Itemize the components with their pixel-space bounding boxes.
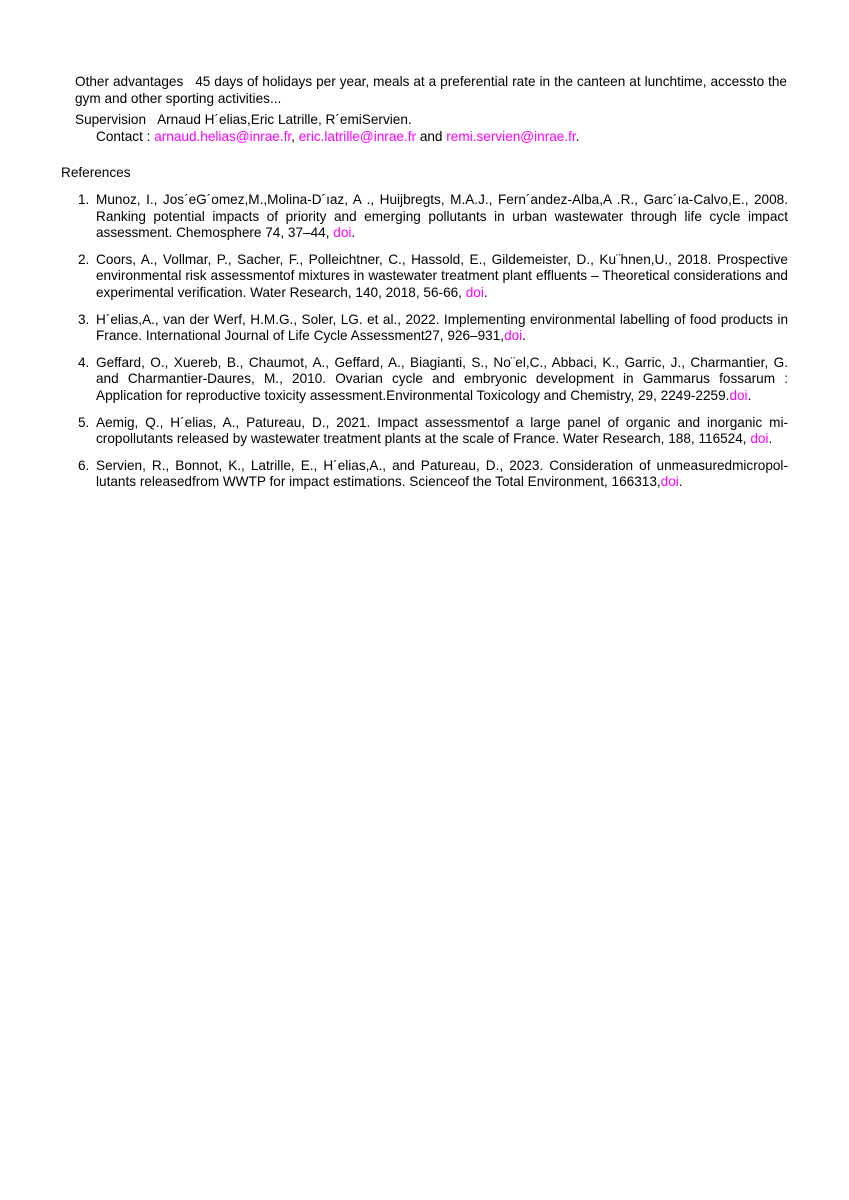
reference-text: Servien, R., Bonnot, K., Latrille, E., H´elias,A., and Patureau, D., 2023. Consideration of unmeasuredmicropollutants releasedfrom WWTP for impact estimations. Scienceof the Total Environment, 166313,: [96, 457, 788, 490]
supervision-label: Supervision: [75, 112, 147, 127]
reference-item: [78, 252, 788, 302]
email-link-helias[interactable]: arnaud.helias@inrae.fr: [154, 128, 292, 144]
reference-number: 5.: [78, 414, 90, 430]
reference-item: [78, 415, 788, 448]
references-list: [78, 192, 788, 501]
reference-number: 4.: [78, 354, 90, 370]
contact-line: [75, 129, 787, 146]
reference-tail: .: [747, 387, 752, 403]
reference-item: [78, 192, 788, 242]
reference-text: Munoz, I., Jos´eG´omez,M.,Molina-D´ıaz, A ., Huijbregts, M.A.J., Fern´andez-Alba,A .R., Garc´ıa-Calvo,E., 2008. Ranking potential impacts of priority and emerging pollutants in urban wastewater through life cycle impact assessment. Chemosphere 74, 37–44,: [96, 192, 788, 241]
reference-number: 1.: [78, 192, 90, 207]
contact-end: .: [575, 128, 580, 144]
doi-link[interactable]: doi: [750, 431, 769, 447]
other-advantages-label: Other advantages: [75, 74, 184, 89]
email-link-latrille[interactable]: eric.latrille@inrae.fr: [298, 128, 417, 144]
email-separator: ,: [291, 128, 295, 144]
other-advantages-paragraph: [75, 74, 787, 107]
reference-tail: .: [678, 474, 683, 490]
doi-link[interactable]: doi: [504, 328, 523, 344]
reference-number: 3.: [78, 311, 90, 327]
doi-link[interactable]: doi: [729, 387, 748, 403]
reference-number: 6.: [78, 457, 90, 473]
reference-text: Aemig, Q., H´elias, A., Patureau, D., 2021. Impact assessmentof a large panel of organic and inorganic micropollutants released by wastewater treatment plants at the scale of France. Water Research, 188, 116524,: [96, 414, 788, 447]
contact-and: and: [419, 128, 443, 144]
reference-tail: .: [483, 284, 488, 300]
reference-tail: .: [522, 328, 526, 344]
supervision-names: Arnaud H´elias,Eric Latrille, R´emiServien.: [157, 112, 412, 127]
reference-text: Coors, A., Vollmar, P., Sacher, F., Polleichtner, C., Hassold, E., Gildemeister, D., Ku¨hnen,U., 2018. Prospective environmental risk assessmentof mixtures in wastewater treatment plant effluents – Theoretical considerations and experimental verification. Water Research, 140, 2018, 56-66,: [96, 251, 788, 300]
email-link-servien[interactable]: remi.servien@inrae.fr: [446, 128, 576, 144]
reference-text: Geffard, O., Xuereb, B., Chaumot, A., Geffard, A., Biagianti, S., No¨el,C., Abbaci, K., Garric, J., Charmantier, G. and Charmantier-Daures, M., 2010. Ovarian cycle and embryonic development in Gammarus fossarum : Application for reproductive toxicity assessment.Environmental Toxicology and Chemistry, 29, 2249-2259.: [96, 354, 788, 403]
references-heading: References: [61, 165, 131, 180]
doi-link[interactable]: doi: [333, 225, 352, 241]
reference-item: [78, 355, 788, 405]
reference-item: [78, 458, 788, 491]
reference-text: H´elias,A., van der Werf, H.M.G., Soler, LG. et al., 2022. Implementing environmental labelling of food products in France. International Journal of Life Cycle Assessment27, 926–931,: [96, 311, 788, 344]
doi-link[interactable]: doi: [660, 474, 679, 490]
doi-link[interactable]: doi: [465, 284, 484, 300]
other-advantages-text: 45 days of holidays per year, meals at a preferential rate in the canteen at lunchtime, accessto the gym and other sporting activities...: [75, 74, 787, 106]
reference-item: [78, 312, 788, 345]
contact-label: Contact :: [96, 128, 151, 144]
reference-number: 2.: [78, 251, 90, 267]
reference-tail: .: [768, 431, 773, 447]
supervision-paragraph: [75, 112, 787, 145]
reference-tail: .: [351, 225, 356, 241]
